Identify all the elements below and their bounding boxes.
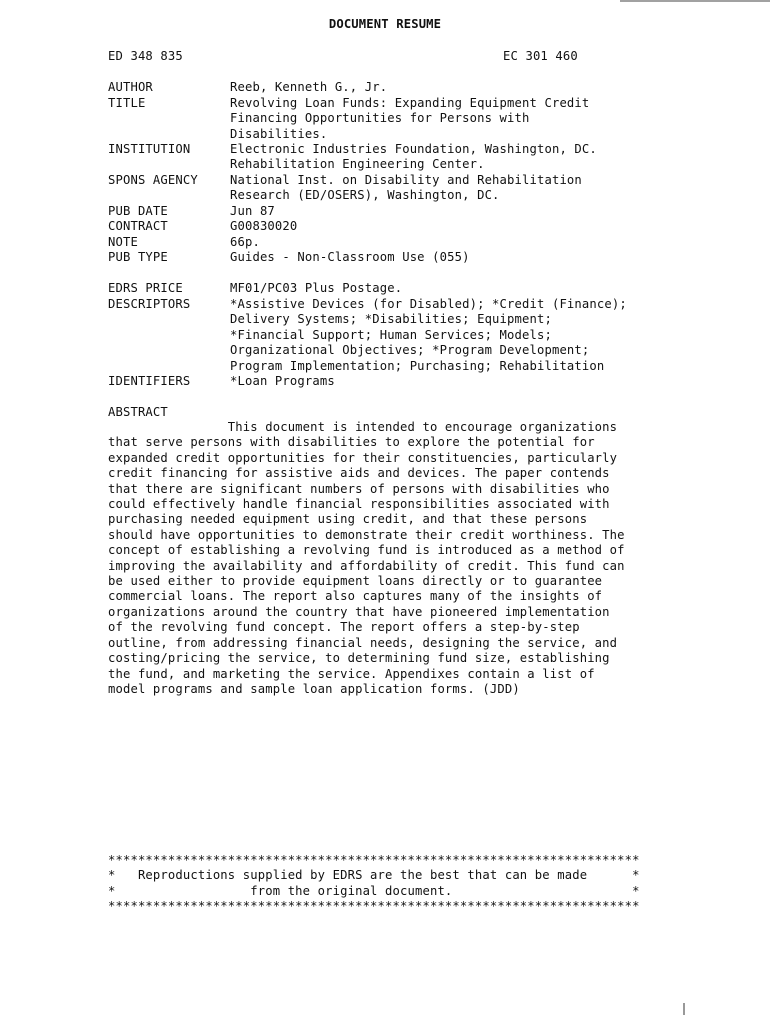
- field-value: Reeb, Kenneth G., Jr.: [230, 80, 388, 94]
- abstract-label: ABSTRACT: [108, 405, 168, 419]
- abstract-text: This document is intended to encourage organizations that serve persons with disabilities to explore the potential for expanded credit opportunities for their constituencies, particularly credit financing for assistive aids and devices. The paper contends that there are significant numbers of persons with disabilities who could effectively handle financial responsibilities associated with purchasing needed equipment using credit, and that these persons should have opportunities to demonstrate their credit worthiness. The concept of establishing a revolving fund is introduced as a method of improving the availability and affordability of credit. This fund can be used either to provide equipment loans directly or to guarantee commercial loans. The report also captures many of the insights of organizations around the country that have pioneered implementation of the revolving fund concept. The report offers a step-by-step outline, from addressing financial needs, designing the service, and costing/pricing the service, to determining fund size, establishing the fund, and marketing the service. Appendixes contain a list of model programs and sample loan application forms. (JDD): [108, 420, 625, 696]
- field-value: National Inst. on Disability and Rehabilitation Research (ED/OSERS), Washington, DC.: [230, 173, 582, 203]
- field-label: INSTITUTION: [108, 142, 191, 156]
- field-label: CONTRACT: [108, 219, 168, 233]
- field-label: SPONS AGENCY: [108, 173, 198, 187]
- field-value: *Assistive Devices (for Disabled); *Credit (Finance); Delivery Systems; *Disabilities; Equipment; *Financial Support; Human Services; Models; Organizational Objectives; *Program Development; Program Implementation; Purchasing; Rehabilitation: [230, 297, 627, 373]
- field-value: Jun 87: [230, 204, 275, 218]
- field-label: NOTE: [108, 235, 138, 249]
- ed-accession-number: ED 348 835: [108, 49, 183, 63]
- field-label: AUTHOR: [108, 80, 153, 94]
- field-label: PUB DATE: [108, 204, 168, 218]
- field-label: PUB TYPE: [108, 250, 168, 264]
- ec-accession-number: EC 301 460: [503, 49, 578, 63]
- scan-edge-mark: [683, 1003, 685, 1015]
- scan-edge-mark: [620, 0, 770, 2]
- field-value: Revolving Loan Funds: Expanding Equipment Credit Financing Opportunities for Persons with Disabilities.: [230, 96, 590, 141]
- reproduction-notice-box: *********************************************************************** * Reproductions supplied by EDRS are the best that can be made * * from the original document. * ***********************************************************************: [108, 853, 640, 914]
- field-value: MF01/PC03 Plus Postage.: [230, 281, 403, 295]
- field-value: Electronic Industries Foundation, Washington, DC. Rehabilitation Engineering Center.: [230, 142, 597, 172]
- field-value: *Loan Programs: [230, 374, 335, 388]
- field-label: DESCRIPTORS: [108, 297, 191, 311]
- document-heading: DOCUMENT RESUME: [328, 17, 442, 31]
- field-value: G00830020: [230, 219, 298, 233]
- field-label: TITLE: [108, 96, 146, 110]
- field-value: 66p.: [230, 235, 260, 249]
- field-value: Guides - Non-Classroom Use (055): [230, 250, 470, 264]
- field-label: IDENTIFIERS: [108, 374, 191, 388]
- field-label: EDRS PRICE: [108, 281, 183, 295]
